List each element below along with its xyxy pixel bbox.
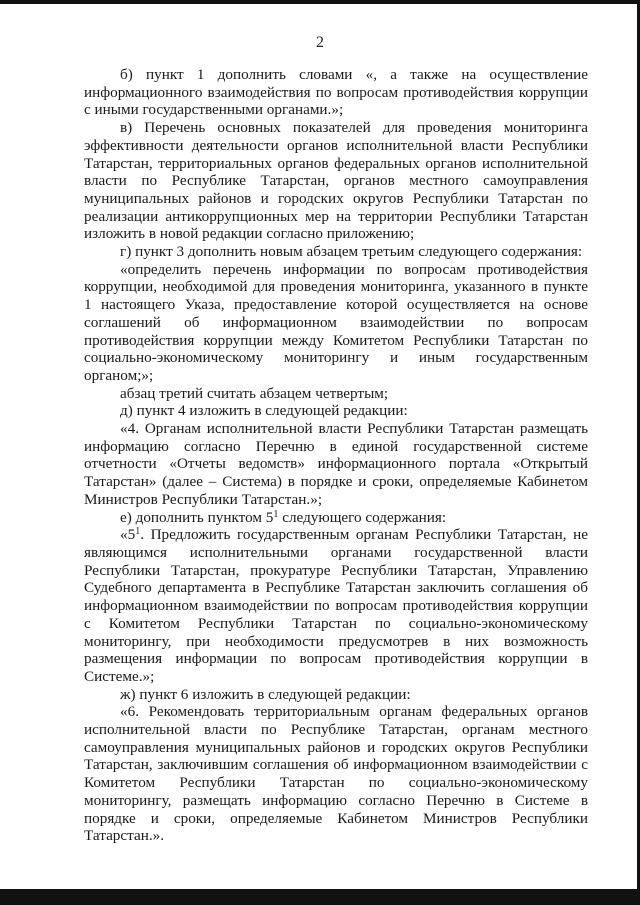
paragraph-e-quote-start: «5 xyxy=(120,526,136,544)
paragraph-g-quote: «определить перечень информации по вопросам противодействия коррупции, необходимой для проведения мониторинга, указанного в пункте 1 настоящего Указа, предоставление которой осуществляется на основе соглашений об информационном взаимодействии по вопросам противодействия коррупции между Комитетом Республики Татарстан по социально-экономическому мониторингу и иным государственным органом;»; xyxy=(84,260,588,384)
paragraph-e xyxy=(84,509,588,527)
paragraph-e-text-end: следующего содержания: xyxy=(278,508,447,526)
paragraph-g-note: абзац третий считать абзацем четвертым; xyxy=(120,384,389,402)
paragraph-g: г) пункт 3 дополнить новым абзацем третьим следующего содержания: xyxy=(120,243,583,261)
scan-border-bottom xyxy=(0,889,640,905)
paragraph-d-quote: «4. Органам исполнительной власти Республики Татарстан размещать информацию согласно Перечню в единой государственной системе отчетности «Отчеты ведомств» информационного портала «Открытый Татарстан» (далее – Система) в порядке и сроки, определяемые Кабинетом Министров Республики Татарстан.»; xyxy=(84,420,588,508)
page-number: 2 xyxy=(316,34,324,51)
paragraph-d: д) пункт 4 изложить в следующей редакции: xyxy=(120,402,408,420)
paragraph-v: в) Перечень основных показателей для проведения мониторинга эффективности деятельности органов исполнительной власти Республики Татарстан, территориальных органов федеральных органов исполнительной власти по Республике Татарстан, органов местного самоуправления муниципальных районов и городских округов Республики Татарстан по реализации антикоррупционных мер на территории Республики Татарстан изложить в новой редакции согласно приложению; xyxy=(84,119,588,243)
paragraph-e-quote-text: . Предложить государственным органам Республики Татарстан, не являющимся исполнительными органами государственной власти Республики Татарстан, прокуратуре Республики Татарстан, Управлению Судебного департамента в Республике Татарстан заключить соглашения об информационном взаимодействии по вопросам противодействия коррупции с Комитетом Республики Татарстан по социально-экономическому мониторингу, при необходимости предусмотрев в них возможность размещения информации по вопросам противодействия коррупции в Системе.»; xyxy=(84,526,588,685)
paragraph-b: б) пункт 1 дополнить словами «, а также на осуществление информационного взаимодействия по вопросам противодействия коррупции с иными государственными органами.»; xyxy=(84,66,588,119)
paragraph-e-text: е) дополнить пунктом 5 xyxy=(120,508,274,526)
paragraph-zh-quote: «6. Рекомендовать территориальным органам федеральных органов исполнительной власти по Республике Татарстан, органам местного самоуправления муниципальных районов и городских округов Республики Татарстан, заключившим соглашения об информационном взаимодействии с Комитетом Республики Татарстан по социально-экономическому мониторингу, размещать информацию согласно Перечню в Системе в порядке и сроки, определяемые Кабинетом Министров Республики Татарстан.». xyxy=(84,703,588,845)
superscript: 1 xyxy=(273,508,279,520)
paragraph-zh: ж) пункт 6 изложить в следующей редакции: xyxy=(120,685,411,703)
paragraph-e-quote xyxy=(84,526,588,685)
scan-border-top xyxy=(0,0,640,4)
superscript: 1 xyxy=(135,526,141,538)
document-body xyxy=(84,66,588,845)
